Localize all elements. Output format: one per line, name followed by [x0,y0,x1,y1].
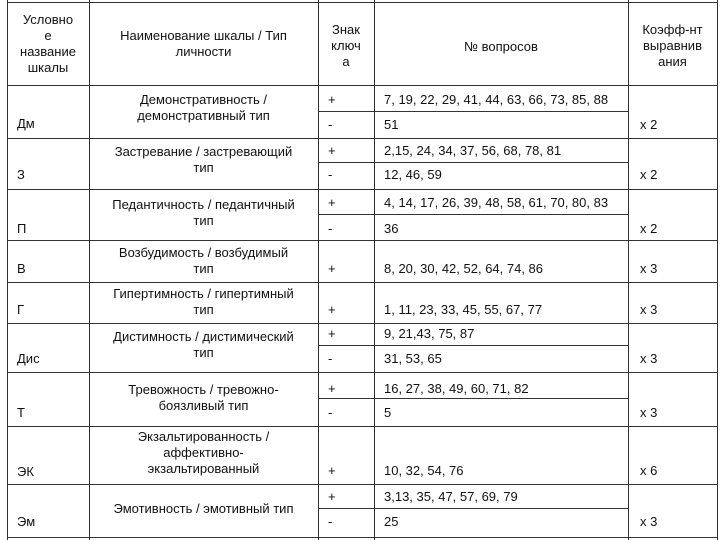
scale-name: Застревание / застревающий тип [114,144,293,175]
key-sign: - [328,351,333,366]
row-divider [7,372,718,373]
subrow-divider [318,508,628,509]
subrow-divider [318,345,628,346]
row-divider [7,189,718,190]
header-key-sign: Знак ключ а [331,22,361,69]
question-list: 4, 14, 17, 26, 39, 48, 58, 61, 70, 80, 83 [384,195,609,210]
key-sign: - [328,514,333,529]
scale-code: П [17,221,27,236]
grid-line [717,0,718,540]
question-list: 10, 32, 54, 76 [384,463,464,478]
row-divider [7,323,718,324]
key-sign: + [328,326,336,341]
row-divider [7,138,718,139]
question-list: 8, 20, 30, 42, 52, 64, 74, 86 [384,261,544,276]
row-divider [7,85,718,86]
scale-code: Г [17,302,25,317]
row-divider [7,537,718,538]
key-sign: - [328,405,333,420]
grid-line [7,0,8,540]
row-divider [7,282,718,283]
row-divider [7,426,718,427]
coefficient: x 2 [640,167,658,182]
question-list: 25 [384,514,399,529]
coefficient: x 3 [640,514,658,529]
grid-line [628,0,629,540]
header-scale-code: Условно е название шкалы [20,12,76,75]
row-divider [7,240,718,241]
scale-code: Дм [17,116,35,131]
header-coefficient: Коэфф-нт выравнив ания [642,22,703,69]
question-list: 1, 11, 23, 33, 45, 55, 67, 77 [384,302,543,317]
scale-name: Педантичность / педантичный тип [112,197,295,228]
key-sign: - [328,167,333,182]
subrow-divider [318,111,628,112]
key-sign: - [328,117,333,132]
scale-name: Возбудимость / возбудимый тип [118,245,289,276]
key-sign: + [328,92,336,107]
question-list: 2,15, 24, 34, 37, 56, 68, 78, 81 [384,143,562,158]
key-sign: + [328,381,336,396]
coefficient: x 6 [640,463,658,478]
scale-name: Гипертимность / гипертимный тип [113,286,294,317]
grid-line [374,0,375,540]
scale-name: Тревожность / тревожно- боязливый тип [128,382,279,413]
header-scale-name: Наименование шкалы / Тип личности [120,28,287,59]
row-divider [7,2,718,3]
coefficient: x 3 [640,405,658,420]
question-list: 16, 27, 38, 49, 60, 71, 82 [384,381,529,396]
scale-code: ЭК [17,464,34,479]
coefficient: x 2 [640,221,658,236]
key-sign: + [328,463,336,478]
scale-name: Экзальтированность / аффективно- экзальтированный [137,429,270,476]
question-list: 5 [384,405,392,420]
question-list: 36 [384,221,399,236]
scale-code: В [17,261,26,276]
coefficient: x 3 [640,261,658,276]
scale-code: З [17,167,25,182]
key-sign: - [328,221,333,236]
question-list: 31, 53, 65 [384,351,442,366]
grid-line [318,0,319,540]
key-sign: + [328,302,336,317]
scale-name: Демонстративность / демонстративный тип [137,92,270,123]
subrow-divider [318,162,628,163]
coefficient: x 2 [640,117,658,132]
scale-code: Дис [17,351,40,366]
question-list: 51 [384,117,399,132]
question-list: 12, 46, 59 [384,167,442,182]
key-sign: + [328,143,336,158]
scale-code: Эм [17,514,36,529]
subrow-divider [318,398,628,399]
key-sign: + [328,489,336,504]
header-question-numbers: № вопросов [464,39,538,54]
question-list: 3,13, 35, 47, 57, 69, 79 [384,489,518,504]
scale-name: Дистимность / дистимический тип [113,329,294,360]
scale-name: Эмотивность / эмотивный тип [113,501,294,516]
question-list: 7, 19, 22, 29, 41, 44, 63, 66, 73, 85, 88 [384,92,609,107]
coefficient: x 3 [640,302,658,317]
subrow-divider [318,214,628,215]
key-sign: + [328,261,336,276]
row-divider [7,484,718,485]
question-list: 9, 21,43, 75, 87 [384,326,475,341]
scale-code: Т [17,405,25,420]
coefficient: x 3 [640,351,658,366]
key-sign: + [328,195,336,210]
